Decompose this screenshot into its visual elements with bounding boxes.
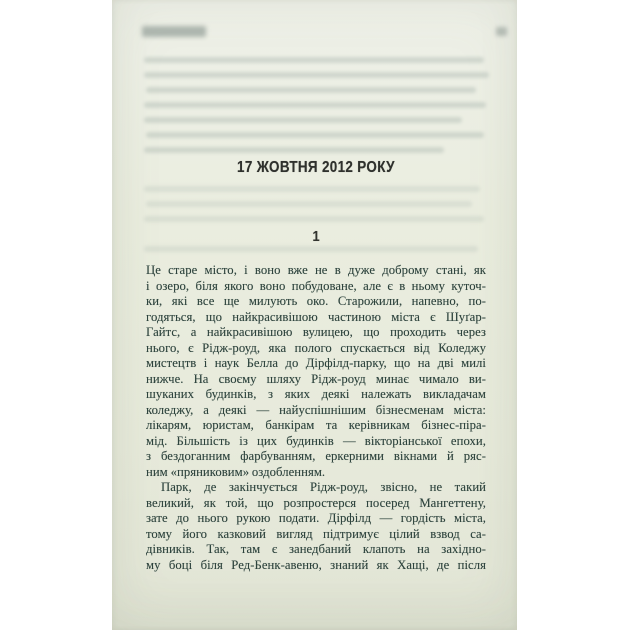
showthrough-line xyxy=(146,201,472,207)
text-line: шуканих будинків, з яких деякі належать викладачам xyxy=(146,387,486,401)
text-line: тому його казковий вигляд підтримує цілий взвод са- xyxy=(146,526,486,541)
showthrough-line xyxy=(144,216,484,222)
showthrough-line xyxy=(144,57,484,63)
text-line: ним «пряниковим» оздобленням. xyxy=(146,464,326,479)
text-line: коледжу, а деякі — найуспішнішим бізнесменам міста: xyxy=(146,402,486,417)
text-line: Парк, де закінчується Рідж-роуд, звісно, не такий xyxy=(161,480,486,494)
showthrough-line xyxy=(146,132,484,138)
showthrough-line xyxy=(144,102,486,108)
text-line: Це старе місто, і воно вже не в дуже доброму стані, як xyxy=(146,263,486,277)
showthrough-line xyxy=(144,186,480,192)
text-line: лікарям, юристам, банкірам та керівникам бізнес-піра- xyxy=(146,418,486,432)
text-line: му боці біля Ред-Бенк-авеню, знаний як Хащі, де після xyxy=(146,557,486,572)
text-line: годяться, що найкрасивішою частиною міста є Шуґар- xyxy=(146,309,486,324)
showthrough-pagenumber-smudge xyxy=(496,27,507,36)
text-line: Гайтс, а найкрасивішою вулицею, що проходить через xyxy=(146,325,486,339)
section-number-text: 1 xyxy=(312,229,320,245)
chapter-date-heading xyxy=(146,158,486,178)
text-line: дівників. Так, там є занедбаний клапоть на західно- xyxy=(146,542,486,556)
text-line: ки, які все ще милують око. Старожили, напевно, по- xyxy=(146,294,486,308)
body-text xyxy=(146,263,486,573)
chapter-date-text: 17 ЖОВТНЯ 2012 РОКУ xyxy=(237,159,395,176)
text-line: нього, є Рідж-роуд, яка полого спускається від Коледжу xyxy=(146,340,486,355)
showthrough-line xyxy=(144,246,478,252)
showthrough-line xyxy=(144,117,462,123)
text-line: мід. Більшість із цих будинків — вікторіанської епохи, xyxy=(146,433,486,448)
text-line: великий, як той, що розпростерся посеред Мангеттену, xyxy=(146,495,486,510)
showthrough-line xyxy=(144,147,444,153)
text-line: і озеро, біля якого воно побудоване, але є в ньому куточ- xyxy=(146,278,486,293)
section-number xyxy=(146,228,486,246)
showthrough-line xyxy=(146,87,476,93)
showthrough-line xyxy=(144,72,489,78)
text-line: з бездоганним фарбуванням, еркерними вікнами й ряс- xyxy=(146,449,486,463)
text-line: мистецтв і наук Белла до Дірфілд-парку, що на дві милі xyxy=(146,356,486,370)
book-page xyxy=(112,0,517,630)
text-line: нижче. На своєму шляху Рідж-роуд минає чимало ви- xyxy=(146,371,486,386)
showthrough-header-smudge xyxy=(142,26,206,37)
text-line: зате до нього рукою подати. Дірфілд — гордість міста, xyxy=(146,511,486,525)
